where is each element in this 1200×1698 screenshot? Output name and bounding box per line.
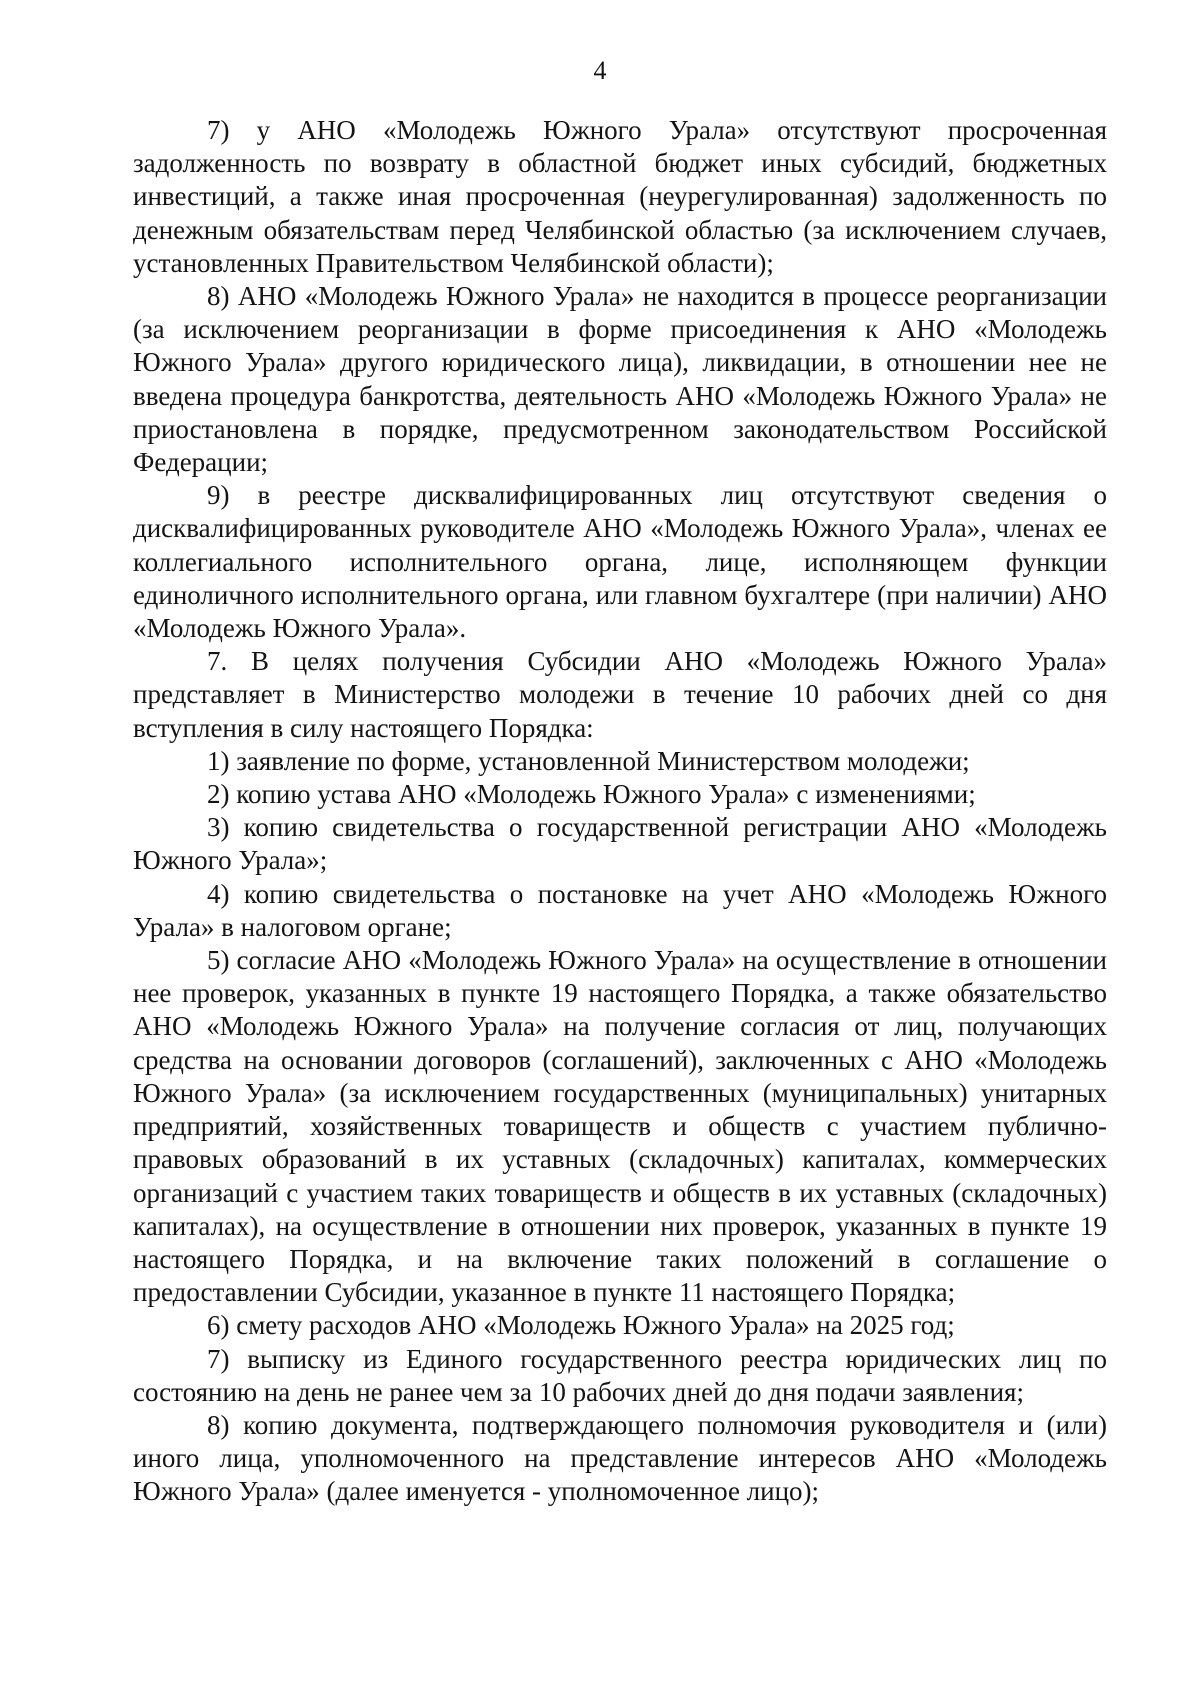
paragraph-item-9-disqualified-persons: 9) в реестре дисквалифицированных лиц отсутствуют сведения о дисквалифицированных руководителе АНО «Молодежь Южного Урала», членах ее коллегиального исполнительного органа, лице, исполняющем функции единоличного исполнительного органа, или главном бухгалтере (при наличии) АНО «Молодежь Южного Урала». bbox=[133, 480, 1107, 644]
page-number: 4 bbox=[593, 56, 607, 85]
paragraph-doc-3-registration: 3) копию свидетельства о государственной регистрации АНО «Молодежь Южного Урала»; bbox=[133, 812, 1107, 876]
paragraph-doc-4-tax-registration: 4) копию свидетельства о постановке на учет АНО «Молодежь Южного Урала» в налоговом органе; bbox=[133, 878, 1107, 942]
paragraph-doc-8-authority: 8) копию документа, подтверждающего полномочия руководителя и (или) иного лица, уполномоченного на представление интересов АНО «Молодежь Южного Урала» (далее именуется - уполномоченное лицо); bbox=[133, 1409, 1107, 1507]
paragraph-doc-1-application: 1) заявление по форме, установленной Министерством молодежи; bbox=[207, 745, 970, 776]
document-body bbox=[133, 114, 1107, 1509]
paragraph-clause-7-documents: 7. В целях получения Субсидии АНО «Молодежь Южного Урала» представляет в Министерство молодежи в течение 10 рабочих дней со дня вступления в силу настоящего Порядка: bbox=[133, 646, 1107, 743]
paragraph-item-8-reorganization: 8) АНО «Молодежь Южного Урала» не находится в процессе реорганизации (за исключением реорганизации в форме присоединения к АНО «Молодежь Южного Урала» другого юридического лица), ликвидации, в отношении нее не введена процедура банкротства, деятельность АНО «Молодежь Южного Урала» не приостановлена в порядке, предусмотренном законодательством Российской Федерации; bbox=[133, 281, 1107, 478]
paragraph-doc-2-charter: 2) копию устава АНО «Молодежь Южного Урала» с изменениями; bbox=[207, 779, 976, 810]
paragraph-doc-5-consent: 5) согласие АНО «Молодежь Южного Урала» на осуществление в отношении нее проверок, указанных в пункте 19 настоящего Порядка, а также обязательство АНО «Молодежь Южного Урала» на получение согласия от лиц, получающих средства на основании договоров (соглашений), заключенных с АНО «Молодежь Южного Урала» (за исключением государственных (муниципальных) унитарных предприятий, хозяйственных товариществ и обществ с участием публично-правовых образований в их уставных (складочных) капиталах, коммерческих организаций с участием таких товариществ и обществ в их уставных (складочных) капиталах), на осуществление в отношении них проверок, указанных в пункте 19 настоящего Порядка, и на включение таких положений в соглашение о предоставлении Субсидии, указанное в пункте 11 настоящего Порядка; bbox=[133, 945, 1107, 1308]
paragraph-item-7-overdue-debt: 7) у АНО «Молодежь Южного Урала» отсутствуют просроченная задолженность по возврату в областной бюджет иных субсидий, бюджетных инвестиций, а также иная просроченная (неурегулированная) задолженность по денежным обязательствам перед Челябинской областью (за исключением случаев, установленных Правительством Челябинской области); bbox=[133, 115, 1107, 278]
paragraph-doc-6-budget: 6) смету расходов АНО «Молодежь Южного Урала» на 2025 год; bbox=[207, 1310, 955, 1341]
paragraph-doc-7-extract: 7) выписку из Единого государственного реестра юридических лиц по состоянию на день не ранее чем за 10 рабочих дней до дня подачи заявления; bbox=[133, 1343, 1107, 1407]
